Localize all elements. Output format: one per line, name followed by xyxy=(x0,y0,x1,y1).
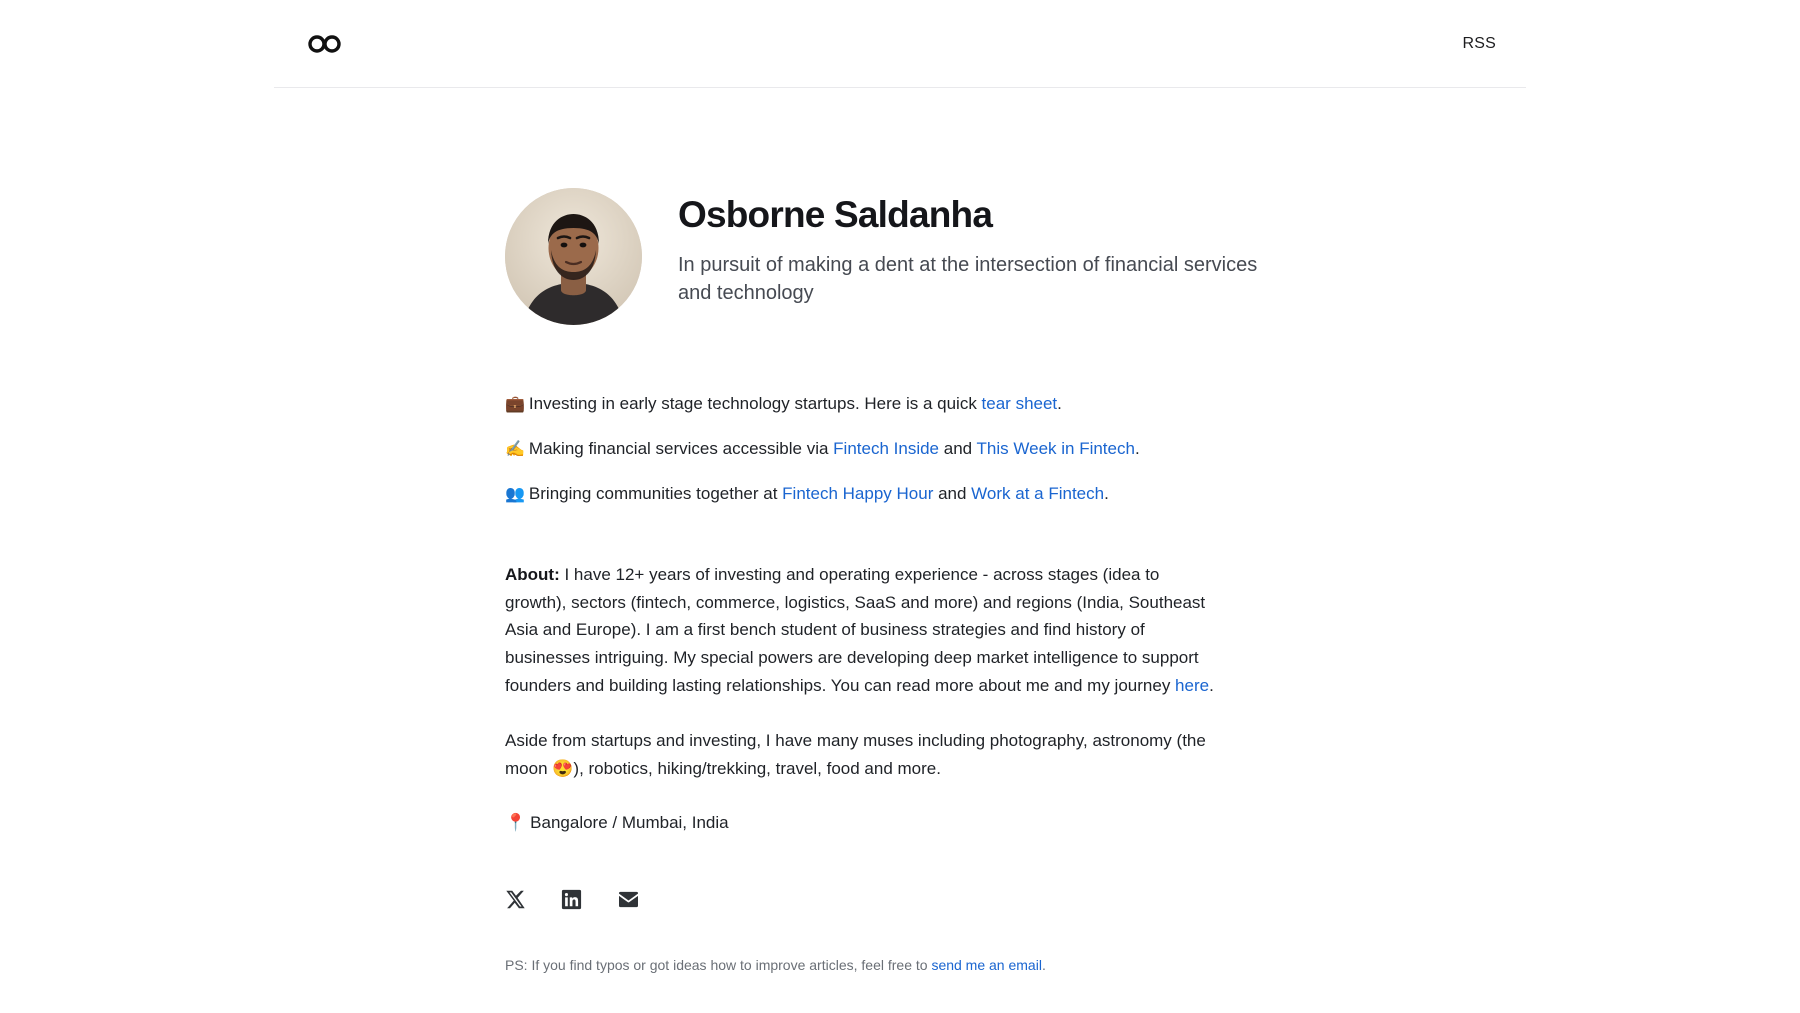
about-paragraph-1-post: . xyxy=(1209,675,1214,695)
main-content xyxy=(505,188,1335,976)
about-paragraph-1-text: I have 12+ years of investing and operating experience - across stages (idea to growth), sectors (fintech, commerce, logistics, SaaS and more) and regions (India, Southeast Asia and Europe). I am a first bench student of business strategies and find history of businesses intriguing. My special powers are developing deep market intelligence to support founders and building lasting relationships. You can read more about me and my journey xyxy=(505,565,1206,695)
list-item-text-mid: and xyxy=(939,438,977,458)
avatar xyxy=(505,188,642,325)
this-week-in-fintech-link[interactable]: This Week in Fintech xyxy=(976,438,1135,458)
briefcase-icon: 💼 xyxy=(505,396,525,413)
list-item-text-pre: Investing in early stage technology startups. Here is a quick xyxy=(528,394,982,413)
list-item-text-post: . xyxy=(1057,394,1062,413)
send-me-an-email-link[interactable]: send me an email xyxy=(931,957,1042,974)
profile-header xyxy=(505,188,1335,325)
list-item-text-mid: and xyxy=(933,483,972,503)
rss-link[interactable]: RSS xyxy=(1462,34,1496,52)
location-text: Bangalore / Mumbai, India xyxy=(530,813,729,833)
tear-sheet-link[interactable]: tear sheet xyxy=(981,394,1058,413)
email-icon[interactable] xyxy=(617,890,640,909)
about-paragraph-2: Aside from startups and investing, I have many muses including photography, astronomy (the moon 😍), robotics, hiking/trekking, travel, food and more. xyxy=(505,731,1206,778)
list-item xyxy=(505,481,1335,508)
writing-hand-icon: ✍️ xyxy=(505,440,525,458)
list-item-text-pre: Bringing communities together at xyxy=(528,483,783,503)
people-icon: 👥 xyxy=(505,485,525,503)
highlight-list xyxy=(505,391,1335,507)
ps-text-pre: PS: If you find typos or got ideas how to improve articles, feel free to xyxy=(505,957,932,974)
about-section xyxy=(505,561,1225,782)
fintech-happy-hour-link[interactable]: Fintech Happy Hour xyxy=(782,483,934,503)
pin-icon: 📍 xyxy=(505,813,527,833)
x-twitter-icon[interactable] xyxy=(505,889,526,910)
profile-text-block xyxy=(678,188,1258,307)
social-links xyxy=(505,888,1335,911)
site-header xyxy=(274,0,1526,88)
fintech-inside-link[interactable]: Fintech Inside xyxy=(833,438,940,458)
ps-text-post: . xyxy=(1041,957,1046,974)
read-more-here-link[interactable]: here xyxy=(1175,675,1210,695)
list-item-text-post: . xyxy=(1104,483,1109,503)
about-label: About: xyxy=(505,565,560,585)
location xyxy=(505,810,1335,836)
infinity-logo-icon[interactable] xyxy=(308,33,342,55)
page-title: Osborne Saldanha xyxy=(678,194,993,235)
linkedin-icon[interactable] xyxy=(560,888,583,911)
list-item xyxy=(505,436,1335,463)
profile-tagline: In pursuit of making a dent at the intersection of financial services and technology xyxy=(678,253,1258,304)
list-item-text-post: . xyxy=(1134,438,1140,458)
list-item xyxy=(505,391,1335,418)
ps-note xyxy=(505,955,1335,976)
about-paragraph-1 xyxy=(505,561,1225,699)
list-item-text-pre: Making financial services accessible via xyxy=(528,438,834,458)
work-at-a-fintech-link[interactable]: Work at a Fintech xyxy=(971,483,1105,503)
